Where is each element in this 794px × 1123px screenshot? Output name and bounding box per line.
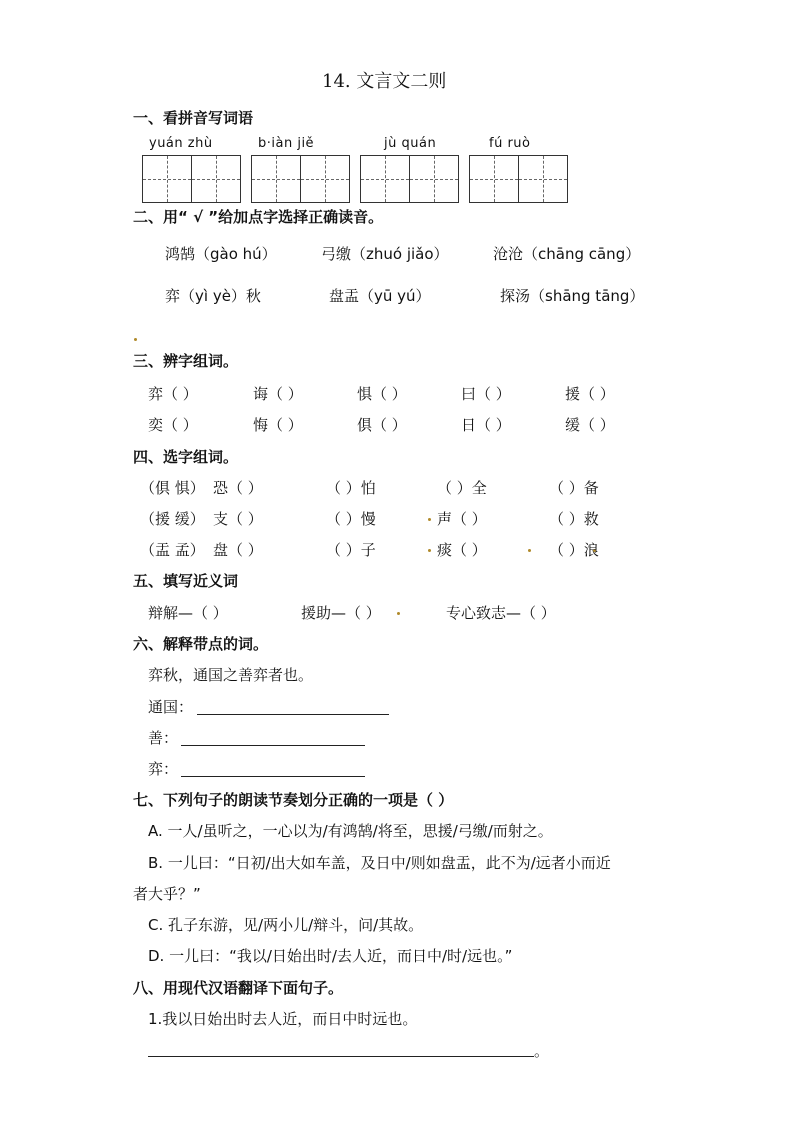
synonym-blank[interactable]: 专心致志—（ ） bbox=[446, 604, 556, 622]
option-c[interactable]: C. 孔子东游，见/两小儿/辩斗，问/其故。 bbox=[148, 916, 424, 934]
word-blank[interactable]: （ ）救 bbox=[549, 510, 599, 528]
section-2-heading: 二、用“ √ ”给加点字选择正确读音。 bbox=[133, 208, 384, 226]
word-blank[interactable]: （ ）子 bbox=[326, 541, 376, 559]
writing-box-2[interactable] bbox=[251, 155, 350, 203]
synonym-blank[interactable]: 援助—（ ） bbox=[301, 604, 381, 622]
writing-box-3[interactable] bbox=[360, 155, 459, 203]
writing-cell[interactable] bbox=[143, 156, 191, 202]
writing-cell[interactable] bbox=[409, 156, 458, 202]
term-label: 善： bbox=[148, 729, 179, 747]
writing-box-4[interactable] bbox=[469, 155, 568, 203]
word-blank[interactable]: （ ）浪 bbox=[549, 541, 599, 559]
option-a[interactable]: A. 一人/虽听之，一心以为/有鸿鹄/将至，思援/弓缴/而射之。 bbox=[148, 822, 553, 840]
word-blank[interactable]: （ ）慢 bbox=[326, 510, 376, 528]
writing-cell[interactable] bbox=[191, 156, 240, 202]
writing-cell[interactable] bbox=[518, 156, 567, 202]
stray-dot bbox=[428, 549, 431, 552]
word-blank[interactable]: 俱（ ） bbox=[357, 416, 407, 434]
option-b-cont: 者大乎？” bbox=[133, 885, 201, 903]
translation-question: 1.我以日始出时去人近，而日中时远也。 bbox=[148, 1010, 418, 1028]
word-blank[interactable]: 悔（ ） bbox=[253, 416, 303, 434]
synonym-blank[interactable]: 辩解—（ ） bbox=[148, 604, 228, 622]
char-pair: （援 缓） bbox=[140, 510, 205, 528]
writing-cell[interactable] bbox=[470, 156, 518, 202]
option-b[interactable]: B. 一儿曰：“日初/出大如车盖，及日中/则如盘盂，此不为/远者小而近 bbox=[148, 854, 611, 872]
end-period: 。 bbox=[534, 1042, 550, 1060]
word-blank[interactable]: 声（ ） bbox=[437, 510, 487, 528]
section-8-heading: 八、用现代汉语翻译下面句子。 bbox=[133, 979, 344, 997]
page-title: 14. 文言文二则 bbox=[322, 71, 447, 92]
word-blank[interactable]: 盘（ ） bbox=[213, 541, 263, 559]
source-sentence: 弈秋，通国之善弈者也。 bbox=[148, 666, 314, 684]
pinyin-4: fú ruò bbox=[489, 136, 531, 151]
reading-item: 探汤（shāng tāng） bbox=[500, 287, 645, 305]
word-blank[interactable]: 弈（ ） bbox=[148, 385, 198, 403]
char-pair: （盂 孟） bbox=[140, 541, 205, 559]
pinyin-3: jù quán bbox=[384, 136, 437, 151]
word-blank[interactable]: （ ）备 bbox=[549, 479, 599, 497]
answer-line[interactable] bbox=[197, 713, 389, 715]
word-blank[interactable]: 诲（ ） bbox=[253, 385, 303, 403]
word-blank[interactable]: 痰（ ） bbox=[437, 541, 487, 559]
word-blank[interactable]: 日（ ） bbox=[461, 416, 511, 434]
writing-box-1[interactable] bbox=[142, 155, 241, 203]
translation-line[interactable] bbox=[148, 1055, 534, 1057]
reading-item: 沧沧（chāng cāng） bbox=[493, 245, 641, 263]
word-blank[interactable]: 惧（ ） bbox=[357, 385, 407, 403]
writing-cell[interactable] bbox=[252, 156, 300, 202]
section-3-heading: 三、辨字组词。 bbox=[133, 352, 239, 370]
word-blank[interactable]: 曰（ ） bbox=[461, 385, 511, 403]
word-blank[interactable]: 援（ ） bbox=[565, 385, 615, 403]
word-blank[interactable]: 支（ ） bbox=[213, 510, 263, 528]
answer-line[interactable] bbox=[181, 744, 365, 746]
reading-item: 弓缴（zhuó jiǎo） bbox=[321, 245, 449, 263]
char-pair: （俱 惧） bbox=[140, 479, 205, 497]
writing-cell[interactable] bbox=[300, 156, 349, 202]
reading-item: 鸿鹄（gào hú） bbox=[165, 245, 277, 263]
word-blank[interactable]: （ ）全 bbox=[437, 479, 487, 497]
stray-dot bbox=[134, 338, 137, 341]
word-blank[interactable]: 恐（ ） bbox=[213, 479, 263, 497]
section-5-heading: 五、填写近义词 bbox=[133, 572, 239, 590]
option-d[interactable]: D. 一儿曰：“我以/日始出时/去人近，而日中/时/远也。” bbox=[148, 947, 513, 965]
answer-line[interactable] bbox=[181, 775, 365, 777]
section-6-heading: 六、解释带点的词。 bbox=[133, 635, 269, 653]
reading-item: 弈（yì yè）秋 bbox=[165, 287, 261, 305]
pinyin-1: yuán zhù bbox=[149, 136, 213, 151]
word-blank[interactable]: （ ）怕 bbox=[326, 479, 376, 497]
term-label: 弈： bbox=[148, 760, 179, 778]
stray-dot bbox=[428, 518, 431, 521]
section-4-heading: 四、选字组词。 bbox=[133, 448, 239, 466]
writing-cell[interactable] bbox=[361, 156, 409, 202]
word-blank[interactable]: 缓（ ） bbox=[565, 416, 615, 434]
pinyin-2: b·iàn jiě bbox=[258, 136, 315, 151]
stray-dot bbox=[397, 612, 400, 615]
stray-dot bbox=[528, 549, 531, 552]
term-label: 通国： bbox=[148, 698, 194, 716]
section-7-heading: 七、下列句子的朗读节奏划分正确的一项是（ ） bbox=[133, 791, 454, 809]
section-1-heading: 一、看拼音写词语 bbox=[133, 109, 254, 127]
reading-item: 盘盂（yū yú） bbox=[329, 287, 431, 305]
word-blank[interactable]: 奕（ ） bbox=[148, 416, 198, 434]
